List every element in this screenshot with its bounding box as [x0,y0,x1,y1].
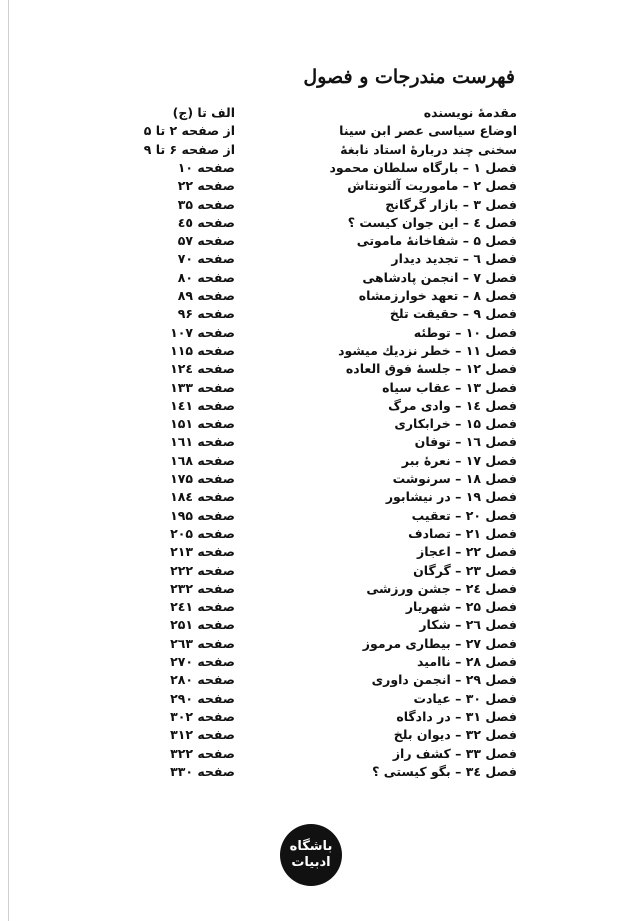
toc-page-ref: صفحه ۲۱۳ [170,544,235,560]
club-logo [280,824,342,886]
toc-page-ref: صفحه ۲۲ [177,178,235,194]
toc-entry-label: فصل ۲۹ – انجمن داوری [371,672,517,688]
toc-page-ref: صفحه ۱٤۱ [170,397,235,413]
toc-page-ref: صفحه ۹۶ [177,306,235,322]
toc-row [0,543,625,561]
toc-page-ref: صفحه ۲٤۱ [170,599,235,615]
toc-page-ref: صفحه ۱٦۱ [170,434,235,450]
toc-row [0,580,625,598]
toc-entry-label: فصل ۳۳ – کشف راز [392,745,517,761]
toc-page-ref: صفحه ۱۲٤ [170,361,235,377]
toc-page-ref: صفحه ۲۷۰ [170,654,235,669]
toc-entry-label: فصل ۱۵ – خرابکاری [394,416,517,432]
toc-entry-label: فصل ۱۰ – توطئه [413,324,517,340]
toc-row [0,232,625,250]
toc-entry-label: فصل ۳۱ – در دادگاه [396,708,517,724]
logo-text-line2: ادبیات [291,855,331,870]
toc-row [0,507,625,525]
toc-entry-label: فصل ۲۰ – تعقیب [411,507,517,523]
toc-page-ref: الف تا (ج) [172,105,235,120]
toc-page-ref: صفحه ۲۵۱ [170,617,235,633]
toc-row [0,690,625,708]
toc-row [0,269,625,287]
toc-row [0,287,625,305]
toc-row [0,745,625,763]
toc-entry-label: فصل ۹ – حقیقت تلخ [389,306,517,322]
toc-page-ref: صفحه ۲۸۰ [170,672,235,688]
toc-row [0,763,625,781]
toc-row [0,635,625,653]
toc-row [0,433,625,451]
toc-entry-label: فصل ۵ – شفاخانهٔ ماموتی [356,233,517,249]
toc-entry-label: فصل ٦ – تجدید دیدار [391,251,517,267]
toc-page-ref: صفحه ۲۳۲ [170,580,235,596]
toc-row [0,342,625,360]
toc-entry-label: فصل ۸ – تعهد خوارزمشاه [358,288,517,303]
toc-row [0,250,625,268]
toc-row [0,324,625,342]
toc-entry-label: فصل ۷ – انجمن پادشاهی [362,269,517,285]
toc-page-ref: صفحه ۳۰۲ [170,708,235,724]
toc-entry-label: فصل ۳ – بازار گرگانج [385,196,517,212]
toc-page-ref: صفحه ۱۱۵ [170,342,235,358]
toc-entry-label: فصل ۱۹ – در نیشابور [385,489,517,505]
toc-row [0,671,625,689]
toc-row [0,379,625,397]
toc-entry-label: سخنی چند دربارهٔ استاد نابغهٔ [340,141,517,157]
toc-row [0,726,625,744]
toc-page-ref: از صفحه ۶ تا ۹ [143,141,235,157]
toc-page-ref: صفحه ۷۰ [177,251,235,267]
toc-page-ref: صفحه ۱۰۷ [170,324,235,340]
toc-entry-label: فصل ۱۸ – سرنوشت [392,471,517,486]
toc-row [0,452,625,470]
toc-page-ref: صفحه ۱۳۳ [170,379,235,395]
toc-entry-label: فصل ۲۵ – شهریار [405,599,517,615]
toc-row [0,488,625,506]
toc-row [0,525,625,543]
logo-text-line1: باشگاه [289,839,333,854]
toc-row [0,122,625,140]
toc-page-ref: از صفحه ۲ تا ۵ [143,123,235,139]
toc-row [0,104,625,122]
toc-page-ref: صفحه ۳۵ [177,196,235,212]
toc-page-ref: صفحه ۲٦۳ [170,635,235,651]
toc-page-ref: صفحه ۳۲۲ [170,745,235,761]
toc-entry-label: فصل ۲۸ – ناامید [417,654,517,669]
toc-page-ref: صفحه ۱۰ [177,159,235,175]
toc-entry-label: فصل ١٤ – وادی مرگ [388,397,517,413]
toc-page-ref: صفحه ۳۳۰ [170,763,235,779]
toc-entry-label: فصل ۱٦ – توفان [414,434,517,450]
toc-page-ref: صفحه ٤٥ [177,214,235,230]
toc-page-ref: صفحه ۱۸٤ [170,489,235,505]
toc-row [0,616,625,634]
toc-row [0,159,625,177]
toc-row [0,598,625,616]
toc-entry-label: فصل ۱۱ – خطر نزدیك میشود [338,342,517,358]
toc-row [0,397,625,415]
toc-entry-label: فصل ۱۲ – جلسهٔ فوق العاده [345,361,517,377]
toc-row [0,470,625,488]
toc-entry-label: اوضاع سیاسی عصر ابن سینا [339,123,517,139]
toc-entry-label: فصل ۲۳ – گرگان [413,562,517,578]
toc-entry-label: فصل ۳۰ – عیادت [413,690,517,706]
toc-row [0,708,625,726]
toc-page-ref: صفحه ۸۰ [177,269,235,285]
toc-row [0,653,625,671]
page-title: فهرست مندرجات و فصول [303,66,515,88]
toc-entry-label: فصل ۱۷ – نعرهٔ ببر [401,452,517,468]
toc-row [0,360,625,378]
toc-row [0,305,625,323]
toc-page-ref: صفحه ۵۷ [177,233,235,249]
toc-page-ref: صفحه ۱۹۵ [170,507,235,523]
toc-entry-label: فصل ۲۱ – تصادف [408,525,517,541]
toc-page-ref: صفحه ۸۹ [177,288,235,303]
toc-entry-label: مقدمهٔ نویسنده [423,105,517,120]
toc-entry-label: فصل ۲۲ – اعجاز [417,544,517,560]
toc-page-ref: صفحه ۲۰۵ [170,525,235,541]
toc-entry-label: فصل ۱۳ – عقاب سیاه [382,379,517,395]
toc-row [0,141,625,159]
toc-page-ref: صفحه ۲۹۰ [170,690,235,706]
toc-entry-label: فصل ۳٤ – بگو کیستی ؟ [372,763,517,779]
toc-row [0,562,625,580]
toc-entry-label: فصل ۲٤ – جشن ورزشی [366,580,517,596]
toc-entry-label: فصل ۳۲ – دیوان بلخ [393,727,517,743]
toc-row [0,214,625,232]
toc-entry-label: فصل ۲٦ – شکار [419,617,517,633]
toc-row [0,196,625,214]
toc-entry-label: فصل ۲ – ماموریت آلتونتاش [347,178,517,194]
toc-page-ref: صفحه ۳۱۲ [170,727,235,743]
toc-page-ref: صفحه ۲۲۲ [170,562,235,578]
toc-entry-label: فصل ۲۷ – بیطاری مرموز [362,635,517,651]
toc-page-ref: صفحه ۱۵۱ [170,416,235,432]
toc-page-ref: صفحه ۱٦۸ [170,452,235,468]
toc-entry-label: فصل ۱ – بارگاه سلطان محمود [329,159,517,175]
toc-row [0,177,625,195]
toc-entry-label: فصل ٤ – این جوان کیست ؟ [347,214,517,230]
toc-page-ref: صفحه ۱۷۵ [170,471,235,486]
toc-row [0,415,625,433]
